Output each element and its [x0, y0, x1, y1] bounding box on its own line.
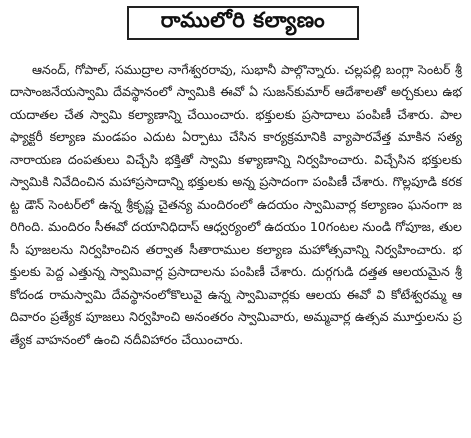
news-clipping [6, 4, 465, 432]
article-headline: రాములోరి కల్యాణం [160, 8, 326, 32]
article-body: ఆనంద్, గోపాల్, సముద్రాల నాగేశ్వరరావు, సుభానీ పాల్గొన్నారు. చల్లపల్లి బంగ్లా సెంటర్ శ్రీ దాసాంజనేయస్వామి దేవస్థానంలో స్వామికి ఈవో ఏ సుజన్‌కుమార్ ఆదేశాలతో అర్చకులు ఉభయదాతల చేత స్వామి కల్యాణాన్ని చేయించారు. భక్తులకు ప్రసాదాలు పంపిణీ చేశారు. పాల ఫ్యాక్టరీ కల్యాణ మండపం ఎదుట ఏర్పాటు చేసిన కార్యక్రమానికి వ్యాపారవేత్త మాకిన సత్యనారాయణ దంపతులు విచ్చేసి భక్తితో స్వామి కళ్యాణాన్ని నిర్వహించారు. విచ్చేసిన భక్తులకు స్వామికి నివేదించిన మహాప్రసాదాన్ని భక్తులకు అన్న ప్రసాదంగా పంపిణీ చేశారు. గొల్లపూడి కరకట్ట డౌన్ సెంటర్‌లో ఉన్న శ్రీకృష్ణ చైతన్య మందిరంలో ఉదయం స్వామివార్ల కల్యాణం ఘనంగా జరిగింది. మందిరం సీఈవో దయానిధిదాస్ ఆధ్వర్యంలో ఉదయం 10గంటల నుండి గోపూజ, తులసీ పూజలను నిర్వహించిన తర్వాత సీతారాముల కల్యాణ మహోత్సవాన్ని నిర్వహించారు. భక్తులకు పెద్ద ఎత్తున్న స్వామివార్ల ప్రసాదాలను పంపిణీ చేశారు. దుర్గగుడి దత్తత ఆలయమైన శ్రీ కోదండ రామస్వామి దేవస్థానంలోకొలువై ఉన్న స్వామివార్లకు ఆలయ ఈవో వి కోటేశ్వరమ్మ ఆదివారం ప్రత్యేక పూజలు నిర్వహించి అనంతరం స్వామివారు, అమ్మవార్ల ఉత్సవ మూర్తులను ప్రత్యేక వాహనంలో ఉంచి నదీవిహారం చేయించారు. [10, 61, 462, 347]
headline-box [127, 6, 359, 40]
